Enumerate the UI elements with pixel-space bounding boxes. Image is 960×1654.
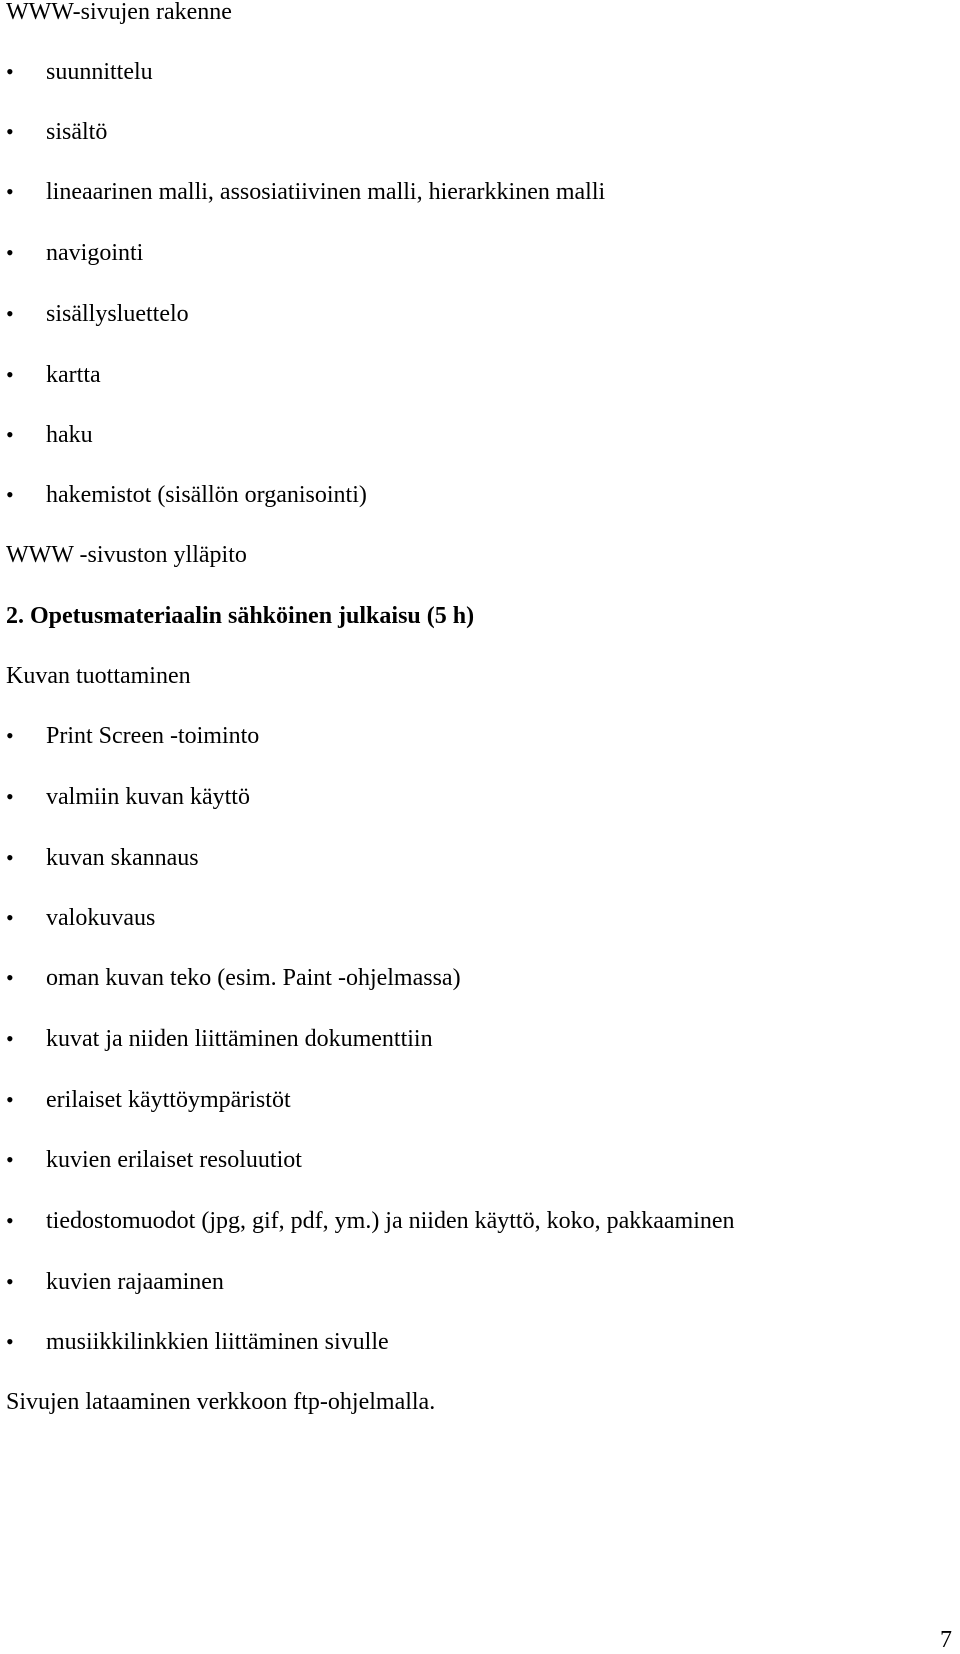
list-item-text: oman kuvan teko (esim. Paint -ohjelmassa): [46, 965, 461, 991]
bullet-icon: •: [6, 1329, 14, 1354]
bullet-icon: •: [6, 1087, 14, 1112]
list-item-text: lineaarinen malli, assosiatiivinen malli, hierarkkinen malli: [46, 179, 606, 205]
list-item-text: erilaiset käyttöympäristöt: [46, 1087, 291, 1113]
list-item-text: valmiin kuvan käyttö: [46, 784, 250, 810]
bullet-icon: •: [6, 784, 14, 809]
bullet-icon: •: [6, 119, 14, 144]
list-item-text: valokuvaus: [46, 905, 156, 931]
list-item-text: suunnittelu: [46, 59, 153, 85]
bullet-icon: •: [6, 362, 14, 387]
list-item-text: Print Screen -toiminto: [46, 723, 260, 749]
list-item-text: navigointi: [46, 240, 144, 266]
list-item-text: kuvien erilaiset resoluutiot: [46, 1147, 302, 1173]
list-item-text: kuvien rajaaminen: [46, 1269, 224, 1295]
bullet-icon: •: [6, 1026, 14, 1051]
heading-maintenance: WWW -sivuston ylläpito: [6, 542, 247, 568]
list-item-text: kartta: [46, 362, 101, 388]
heading-structure: WWW-sivujen rakenne: [6, 0, 232, 25]
list-item-text: hakemistot (sisällön organisointi): [46, 482, 367, 508]
list-item-text: kuvan skannaus: [46, 845, 199, 871]
bullet-icon: •: [6, 482, 14, 507]
bullet-icon: •: [6, 845, 14, 870]
section-title: 2. Opetusmateriaalin sähköinen julkaisu (5 h): [6, 603, 475, 629]
list-item-text: musiikkilinkkien liittäminen sivulle: [46, 1329, 389, 1355]
list-item-text: sisältö: [46, 119, 108, 145]
bullet-icon: •: [6, 965, 14, 990]
list-item-text: kuvat ja niiden liittäminen dokumenttiin: [46, 1026, 433, 1052]
bullet-icon: •: [6, 905, 14, 930]
bullet-icon: •: [6, 59, 14, 84]
bullet-icon: •: [6, 422, 14, 447]
bullet-icon: •: [6, 301, 14, 326]
list-item-text: tiedostomuodot (jpg, gif, pdf, ym.) ja niiden käyttö, koko, pakkaaminen: [46, 1208, 735, 1234]
list-item-text: sisällysluettelo: [46, 301, 189, 327]
bullet-icon: •: [6, 1208, 14, 1233]
page-number: 7: [940, 1627, 952, 1653]
heading-images: Kuvan tuottaminen: [6, 663, 191, 689]
bullet-icon: •: [6, 723, 14, 748]
bullet-icon: •: [6, 179, 14, 204]
bullet-icon: •: [6, 1269, 14, 1294]
bullet-icon: •: [6, 1147, 14, 1172]
list-item-text: haku: [46, 422, 93, 448]
closing-line: Sivujen lataaminen verkkoon ftp-ohjelmalla.: [6, 1389, 436, 1415]
bullet-icon: •: [6, 240, 14, 265]
